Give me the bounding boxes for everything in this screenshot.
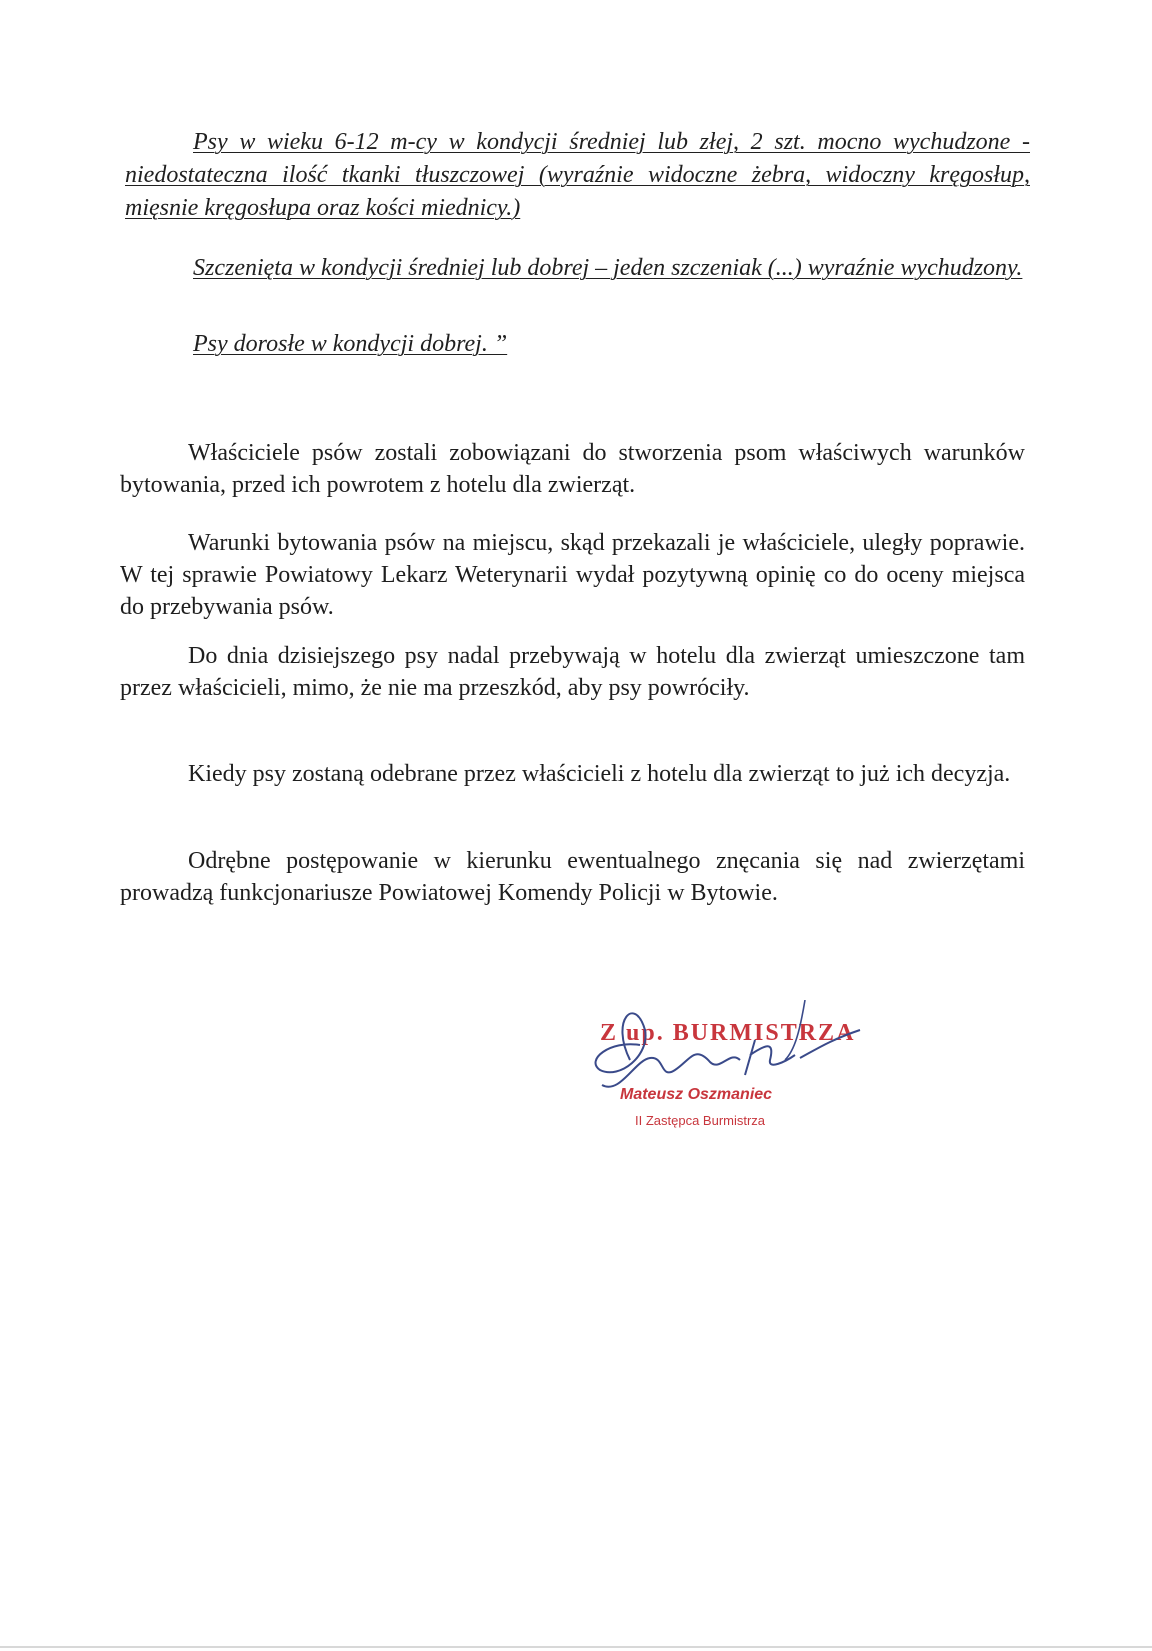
body-paragraph-3: Do dnia dzisiejszego psy nadal przebywają w hotelu dla zwierząt umieszczone tam przez właścicieli, mimo, że nie ma przeszkód, aby psy powróciły. <box>120 643 1025 701</box>
stamp-role: II Zastępca Burmistrza <box>635 1113 766 1128</box>
body-paragraph-4: Kiedy psy zostaną odebrane przez właścicieli z hotelu dla zwierząt to już ich decyzja. <box>188 761 1011 787</box>
body-paragraph-2: Warunki bytowania psów na miejscu, skąd przekazali je właściciele, uległy poprawie. W tej sprawie Powiatowy Lekarz Weterynarii wydał pozytywną opinię co do oceny miejsca do przebywania psów. <box>120 530 1025 620</box>
handwritten-signature <box>590 1000 910 1140</box>
official-stamp <box>590 1000 910 1140</box>
quote-paragraph-3: Psy dorosłe w kondycji dobrej. ” <box>193 331 508 357</box>
quote-paragraph-1: Psy w wieku 6-12 m-cy w kondycji średniej lub złej, 2 szt. mocno wychudzone - niedostateczna ilość tkanki tłuszczowej (wyraźnie widoczne żebra, widoczny kręgosłup, mięsnie kręgosłupa oraz kości miednicy.) <box>125 129 1030 221</box>
body-paragraph-1: Właściciele psów zostali zobowiązani do stworzenia psom właściwych warunków bytowania, przed ich powrotem z hotelu dla zwierząt. <box>120 440 1025 498</box>
quote-paragraph-2: Szczenięta w kondycji średniej lub dobrej – jeden szczeniak (...) wyraźnie wychudzony. <box>193 255 1023 281</box>
stamp-title: Z up. BURMISTRZA <box>600 1020 856 1046</box>
stamp-name: Mateusz Oszmaniec <box>620 1086 773 1103</box>
body-paragraph-5: Odrębne postępowanie w kierunku ewentualnego znęcania się nad zwierzętami prowadzą funkcjonariusze Powiatowej Komendy Policji w Bytowie. <box>120 848 1025 906</box>
page-bottom-edge <box>0 1646 1152 1648</box>
